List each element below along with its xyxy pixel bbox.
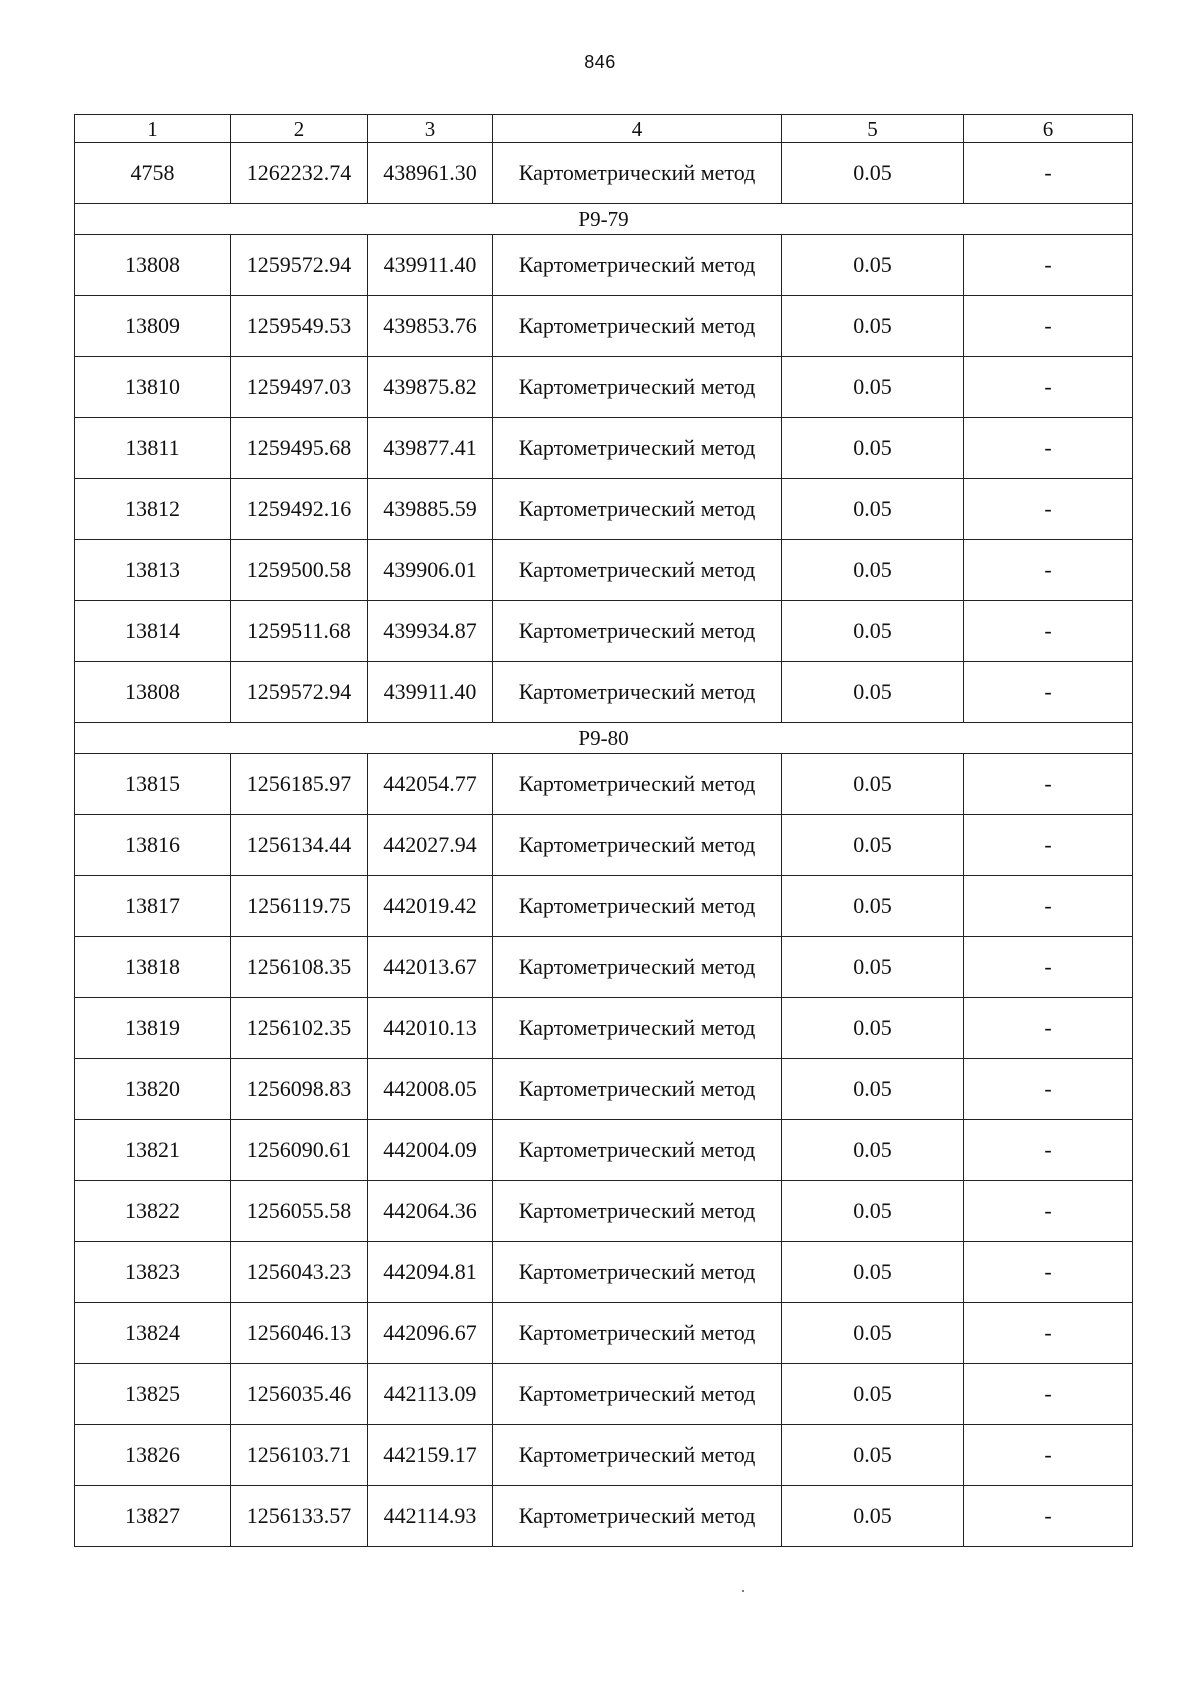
table-row (75, 1364, 1133, 1425)
x-coordinate-cell: 1259511.68 (231, 601, 368, 662)
table-row (75, 479, 1133, 540)
method-cell: Картометрический метод (493, 418, 782, 479)
point-number-cell: 13819 (75, 998, 231, 1059)
point-number-cell: 13808 (75, 662, 231, 723)
table-row (75, 601, 1133, 662)
accuracy-cell: 0.05 (782, 662, 964, 723)
point-number-cell: 13816 (75, 815, 231, 876)
table-row (75, 1242, 1133, 1303)
description-cell: - (964, 357, 1133, 418)
x-coordinate-cell: 1256046.13 (231, 1303, 368, 1364)
table-row (75, 998, 1133, 1059)
table-row (75, 1303, 1133, 1364)
accuracy-cell: 0.05 (782, 937, 964, 998)
description-cell: - (964, 601, 1133, 662)
table-row (75, 235, 1133, 296)
point-number-cell: 13815 (75, 754, 231, 815)
x-coordinate-cell: 1259572.94 (231, 235, 368, 296)
table-row (75, 1120, 1133, 1181)
y-coordinate-cell: 439875.82 (368, 357, 493, 418)
x-coordinate-cell: 1259549.53 (231, 296, 368, 357)
y-coordinate-cell: 439885.59 (368, 479, 493, 540)
y-coordinate-cell: 442008.05 (368, 1059, 493, 1120)
method-cell: Картометрический метод (493, 937, 782, 998)
x-coordinate-cell: 1259500.58 (231, 540, 368, 601)
y-coordinate-cell: 442096.67 (368, 1303, 493, 1364)
table-row (75, 937, 1133, 998)
x-coordinate-cell: 1259495.68 (231, 418, 368, 479)
accuracy-cell: 0.05 (782, 143, 964, 204)
y-coordinate-cell: 442013.67 (368, 937, 493, 998)
x-coordinate-cell: 1256119.75 (231, 876, 368, 937)
accuracy-cell: 0.05 (782, 1181, 964, 1242)
y-coordinate-cell: 442114.93 (368, 1486, 493, 1547)
accuracy-cell: 0.05 (782, 876, 964, 937)
table-row (75, 876, 1133, 937)
accuracy-cell: 0.05 (782, 1303, 964, 1364)
y-coordinate-cell: 439853.76 (368, 296, 493, 357)
y-coordinate-cell: 442113.09 (368, 1364, 493, 1425)
accuracy-cell: 0.05 (782, 1242, 964, 1303)
section-label: Р9-79 (75, 204, 1133, 235)
column-header: 3 (368, 115, 493, 143)
x-coordinate-cell: 1256055.58 (231, 1181, 368, 1242)
x-coordinate-cell: 1259572.94 (231, 662, 368, 723)
point-number-cell: 13824 (75, 1303, 231, 1364)
x-coordinate-cell: 1256103.71 (231, 1425, 368, 1486)
method-cell: Картометрический метод (493, 1181, 782, 1242)
x-coordinate-cell: 1259492.16 (231, 479, 368, 540)
x-coordinate-cell: 1256108.35 (231, 937, 368, 998)
column-header: 5 (782, 115, 964, 143)
description-cell: - (964, 1181, 1133, 1242)
method-cell: Картометрический метод (493, 1242, 782, 1303)
point-number-cell: 13818 (75, 937, 231, 998)
method-cell: Картометрический метод (493, 1364, 782, 1425)
page-number: 846 (584, 52, 616, 72)
y-coordinate-cell: 439911.40 (368, 235, 493, 296)
point-number-cell: 4758 (75, 143, 231, 204)
accuracy-cell: 0.05 (782, 540, 964, 601)
point-number-cell: 13814 (75, 601, 231, 662)
description-cell: - (964, 662, 1133, 723)
point-number-cell: 13822 (75, 1181, 231, 1242)
table-header-row (75, 115, 1133, 143)
point-number-cell: 13813 (75, 540, 231, 601)
y-coordinate-cell: 439934.87 (368, 601, 493, 662)
table-body (75, 143, 1133, 1547)
method-cell: Картометрический метод (493, 357, 782, 418)
accuracy-cell: 0.05 (782, 296, 964, 357)
point-number-cell: 13820 (75, 1059, 231, 1120)
method-cell: Картометрический метод (493, 998, 782, 1059)
point-number-cell: 13827 (75, 1486, 231, 1547)
method-cell: Картометрический метод (493, 815, 782, 876)
point-number-cell: 13811 (75, 418, 231, 479)
description-cell: - (964, 1303, 1133, 1364)
accuracy-cell: 0.05 (782, 479, 964, 540)
column-header: 4 (493, 115, 782, 143)
accuracy-cell: 0.05 (782, 815, 964, 876)
description-cell: - (964, 418, 1133, 479)
table-row (75, 357, 1133, 418)
table-row (75, 540, 1133, 601)
y-coordinate-cell: 439906.01 (368, 540, 493, 601)
description-cell: - (964, 876, 1133, 937)
table-row (75, 296, 1133, 357)
description-cell: - (964, 143, 1133, 204)
accuracy-cell: 0.05 (782, 601, 964, 662)
method-cell: Картометрический метод (493, 1486, 782, 1547)
section-row (75, 723, 1133, 754)
description-cell: - (964, 540, 1133, 601)
accuracy-cell: 0.05 (782, 1486, 964, 1547)
description-cell: - (964, 235, 1133, 296)
accuracy-cell: 0.05 (782, 418, 964, 479)
description-cell: - (964, 937, 1133, 998)
y-coordinate-cell: 442027.94 (368, 815, 493, 876)
description-cell: - (964, 998, 1133, 1059)
description-cell: - (964, 1364, 1133, 1425)
method-cell: Картометрический метод (493, 754, 782, 815)
x-coordinate-cell: 1256134.44 (231, 815, 368, 876)
x-coordinate-cell: 1256102.35 (231, 998, 368, 1059)
point-number-cell: 13808 (75, 235, 231, 296)
column-header: 6 (964, 115, 1133, 143)
method-cell: Картометрический метод (493, 540, 782, 601)
table-row (75, 1059, 1133, 1120)
description-cell: - (964, 1242, 1133, 1303)
accuracy-cell: 0.05 (782, 1059, 964, 1120)
method-cell: Картометрический метод (493, 1303, 782, 1364)
table-row (75, 1486, 1133, 1547)
x-coordinate-cell: 1256090.61 (231, 1120, 368, 1181)
point-number-cell: 13809 (75, 296, 231, 357)
description-cell: - (964, 296, 1133, 357)
accuracy-cell: 0.05 (782, 1120, 964, 1181)
y-coordinate-cell: 442064.36 (368, 1181, 493, 1242)
method-cell: Картометрический метод (493, 479, 782, 540)
x-coordinate-cell: 1256133.57 (231, 1486, 368, 1547)
point-number-cell: 13817 (75, 876, 231, 937)
description-cell: - (964, 1486, 1133, 1547)
section-row (75, 204, 1133, 235)
coordinates-table (74, 114, 1133, 1547)
point-number-cell: 13826 (75, 1425, 231, 1486)
x-coordinate-cell: 1256185.97 (231, 754, 368, 815)
x-coordinate-cell: 1256043.23 (231, 1242, 368, 1303)
y-coordinate-cell: 442010.13 (368, 998, 493, 1059)
y-coordinate-cell: 442094.81 (368, 1242, 493, 1303)
scan-speck (742, 1590, 744, 1592)
y-coordinate-cell: 438961.30 (368, 143, 493, 204)
accuracy-cell: 0.05 (782, 235, 964, 296)
table-row (75, 1425, 1133, 1486)
x-coordinate-cell: 1256098.83 (231, 1059, 368, 1120)
x-coordinate-cell: 1262232.74 (231, 143, 368, 204)
description-cell: - (964, 815, 1133, 876)
description-cell: - (964, 1425, 1133, 1486)
x-coordinate-cell: 1259497.03 (231, 357, 368, 418)
x-coordinate-cell: 1256035.46 (231, 1364, 368, 1425)
description-cell: - (964, 754, 1133, 815)
accuracy-cell: 0.05 (782, 357, 964, 418)
y-coordinate-cell: 439911.40 (368, 662, 493, 723)
method-cell: Картометрический метод (493, 601, 782, 662)
description-cell: - (964, 479, 1133, 540)
method-cell: Картометрический метод (493, 296, 782, 357)
point-number-cell: 13825 (75, 1364, 231, 1425)
column-header: 2 (231, 115, 368, 143)
table-row (75, 754, 1133, 815)
table-row (75, 143, 1133, 204)
method-cell: Картометрический метод (493, 235, 782, 296)
description-cell: - (964, 1059, 1133, 1120)
accuracy-cell: 0.05 (782, 754, 964, 815)
section-label: Р9-80 (75, 723, 1133, 754)
point-number-cell: 13810 (75, 357, 231, 418)
point-number-cell: 13823 (75, 1242, 231, 1303)
description-cell: - (964, 1120, 1133, 1181)
y-coordinate-cell: 439877.41 (368, 418, 493, 479)
y-coordinate-cell: 442004.09 (368, 1120, 493, 1181)
method-cell: Картометрический метод (493, 1120, 782, 1181)
table-row (75, 815, 1133, 876)
method-cell: Картометрический метод (493, 143, 782, 204)
table-row (75, 1181, 1133, 1242)
method-cell: Картометрический метод (493, 1059, 782, 1120)
point-number-cell: 13812 (75, 479, 231, 540)
accuracy-cell: 0.05 (782, 1425, 964, 1486)
y-coordinate-cell: 442019.42 (368, 876, 493, 937)
accuracy-cell: 0.05 (782, 998, 964, 1059)
accuracy-cell: 0.05 (782, 1364, 964, 1425)
y-coordinate-cell: 442054.77 (368, 754, 493, 815)
point-number-cell: 13821 (75, 1120, 231, 1181)
y-coordinate-cell: 442159.17 (368, 1425, 493, 1486)
table-row (75, 662, 1133, 723)
table-row (75, 418, 1133, 479)
method-cell: Картометрический метод (493, 876, 782, 937)
column-header: 1 (75, 115, 231, 143)
method-cell: Картометрический метод (493, 662, 782, 723)
method-cell: Картометрический метод (493, 1425, 782, 1486)
